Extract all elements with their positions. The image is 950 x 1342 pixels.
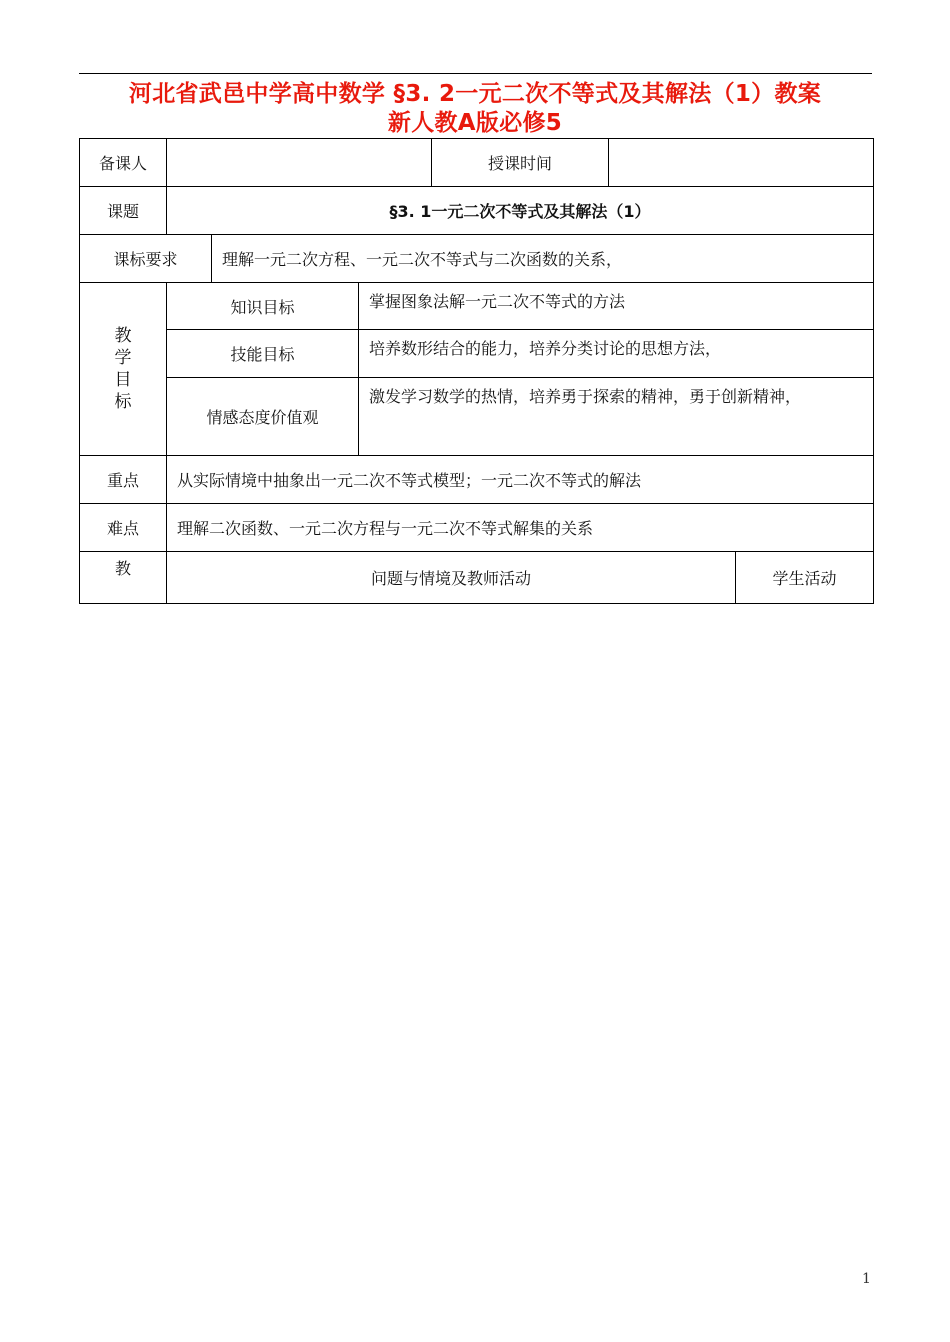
goals-label	[80, 283, 167, 456]
time-value[interactable]	[609, 139, 874, 187]
goal-attitude-label: 情感态度价值观	[167, 378, 359, 456]
title-line-2: 新人教A版必修5	[387, 110, 563, 136]
row-goal-attitude	[80, 378, 874, 456]
topic-label: 课题	[80, 187, 167, 235]
document-title	[60, 80, 890, 138]
row-topic	[80, 187, 874, 235]
difficulty-label: 难点	[80, 504, 167, 552]
page-number: 1	[862, 1271, 871, 1287]
standard-value: 理解一元二次方程、一元二次不等式与二次函数的关系，	[212, 235, 874, 283]
goal-skill-label: 技能目标	[167, 330, 359, 378]
teaching-label: 教	[80, 552, 167, 604]
goals-label-char: 学	[114, 348, 132, 368]
time-label: 授课时间	[432, 139, 609, 187]
row-difficulty	[80, 504, 874, 552]
preparer-value[interactable]	[167, 139, 432, 187]
difficulty-value: 理解二次函数、一元二次方程与一元二次不等式解集的关系	[167, 504, 874, 552]
key-point-value: 从实际情境中抽象出一元二次不等式模型；一元二次不等式的解法	[167, 456, 874, 504]
header-rule	[79, 73, 872, 74]
row-key-point	[80, 456, 874, 504]
title-line-1: 河北省武邑中学高中数学 §3. 2一元二次不等式及其解法（1）教案	[128, 81, 822, 107]
goal-knowledge-value: 掌握图象法解一元二次不等式的方法	[359, 283, 874, 330]
row-activity-header	[80, 552, 874, 604]
goals-label-char: 标	[114, 392, 132, 412]
lesson-plan-table	[79, 138, 874, 604]
preparer-label: 备课人	[80, 139, 167, 187]
topic-value: §3. 1一元二次不等式及其解法（1）	[167, 187, 874, 235]
goals-label-char: 教	[114, 326, 132, 346]
key-point-label: 重点	[80, 456, 167, 504]
row-goal-knowledge	[80, 283, 874, 330]
activity-header: 问题与情境及教师活动	[167, 552, 736, 604]
goals-label-char: 目	[114, 370, 132, 390]
goal-skill-value: 培养数形结合的能力，培养分类讨论的思想方法，	[359, 330, 874, 378]
row-preparer	[80, 139, 874, 187]
row-standard	[80, 235, 874, 283]
row-goal-skill	[80, 330, 874, 378]
goal-attitude-value: 激发学习数学的热情，培养勇于探索的精神，勇于创新精神，	[359, 378, 874, 456]
standard-label: 课标要求	[80, 235, 212, 283]
student-header: 学生活动	[736, 552, 874, 604]
goal-knowledge-label: 知识目标	[167, 283, 359, 330]
